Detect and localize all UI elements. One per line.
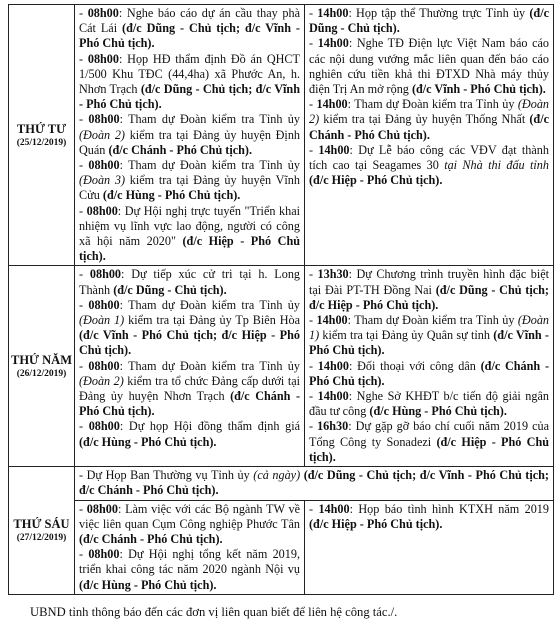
entry-leader: (đ/c Hùng - Phó Chủ tịch). xyxy=(102,188,241,203)
schedule-entry xyxy=(309,143,549,189)
schedule-entry xyxy=(309,267,549,313)
entry-dash: - xyxy=(309,97,317,112)
entry-leader: (đ/c Hiệp - Phó Chủ tịch). xyxy=(309,516,443,531)
entry-time: 16h30 xyxy=(317,419,349,434)
entry-text: : Đối thoại với công dân xyxy=(348,358,481,373)
entry-dash: - xyxy=(79,203,87,218)
day-row xyxy=(9,266,554,467)
day-name: THỨ SÁU xyxy=(13,516,70,531)
morning-cell xyxy=(75,266,305,467)
entry-text: : Họp báo tình hình KTXH năm 2019 xyxy=(349,501,549,516)
entry-dash: - xyxy=(79,297,89,312)
entry-text: : Dự Hội nghị trực tuyến "Triển khai nhiệm vụ lĩnh vực lao động, người có công xã hội năm 2020" xyxy=(79,203,301,249)
entry-dash: - xyxy=(79,51,88,66)
entry-time: 08h00 xyxy=(88,112,120,127)
schedule-entry xyxy=(79,158,300,204)
schedule-entry xyxy=(79,52,300,113)
entry-dash: - xyxy=(79,547,89,562)
entry-time: 13h30 xyxy=(317,267,349,282)
schedule-entry xyxy=(309,359,549,389)
entry-italic-note: (Đoàn 1) xyxy=(79,313,125,328)
entry-text: : Dự tiếp xúc cử tri tại h. Long Thành xyxy=(79,267,301,297)
entry-text: : Dự Hội nghị tổng kết năm 2019, triển khai công tác năm 2020 ngành Nội vụ xyxy=(79,547,301,577)
schedule-table xyxy=(8,4,554,595)
entry-text-continued: kiểm tra tổ chức Đảng cấp dưới tại Đảng ủy huyện Nhơn Trạch xyxy=(79,373,300,404)
entry-text-continued: kiểm tra tại Đảng ủy huyện Vĩnh Cửu xyxy=(79,173,300,203)
day-date: (25/12/2019) xyxy=(16,137,67,148)
entry-italic-note: (Đoàn 1) xyxy=(309,313,550,343)
entry-text: : Dự gặp gỡ báo chí cuối năm 2019 của Tổng Công ty Sonadezi xyxy=(309,419,550,449)
entry-italic-note: (Đoàn 2) xyxy=(309,97,550,127)
entry-text: : Nghe TĐ Điện lực Việt Nam báo cáo các nội dung vướng mắc liên quan đến báo cáo nghiên cứu tiền khả thi ĐTXD Nhà máy thủy điện Trị An mở rộng xyxy=(309,36,549,97)
entry-text: : Dự Lễ báo công các VĐV đạt thành tích cao tại Seagames 30 xyxy=(309,142,549,173)
entry-leader: (đ/c Hiệp - Phó Chủ tịch). xyxy=(79,234,300,264)
afternoon-cell xyxy=(305,266,554,467)
entry-leader: (đ/c Dũng - Chủ tịch; đ/c Hiệp - Phó Chủ tịch). xyxy=(309,282,549,312)
entry-italic-note: (Đoàn 2) xyxy=(79,127,125,142)
entry-text-continued: kiểm tra tại Đảng ủy Tp Biên Hòa xyxy=(124,313,301,328)
schedule-entry xyxy=(309,502,549,532)
entry-leader: (đ/c Chánh - Phó Chủ tịch). xyxy=(79,389,300,419)
entry-dash: - xyxy=(79,267,90,282)
entry-time: 14h00 xyxy=(317,389,349,404)
afternoon-cell xyxy=(305,5,554,266)
entry-dash: - xyxy=(309,313,317,328)
entry-text: : Tham dự Đoàn kiểm tra Tỉnh ủy xyxy=(347,313,518,328)
entry-text: : Tham dự Đoàn kiểm tra Tỉnh ủy xyxy=(119,358,300,373)
schedule-entry xyxy=(79,204,300,265)
entry-text: : Tham dự Đoàn kiểm tra Tỉnh ủy xyxy=(119,158,300,173)
afternoon-cell xyxy=(305,500,554,594)
entry-dash: - xyxy=(79,158,89,173)
entry-time: 08h00 xyxy=(87,6,119,20)
entry-text: - Dự Họp Ban Thường vụ Tỉnh ủy xyxy=(79,468,254,483)
entry-text: : Họp tập thể Thường trực Tỉnh ủy xyxy=(348,6,530,20)
entry-text: : Tham dự Đoàn kiểm tra Tỉnh ủy xyxy=(119,112,300,127)
entry-time: 08h00 xyxy=(87,51,119,66)
entry-leader: (đ/c Dũng - Chủ tịch; đ/c Vĩnh - Phó Chủ tịch). xyxy=(79,21,300,51)
schedule-entry xyxy=(309,389,549,419)
entry-dash: - xyxy=(309,6,318,20)
schedule-entry xyxy=(79,547,300,593)
entry-text: : Nghe Sở KHĐT b/c tiến độ giải ngân đầu tư công xyxy=(309,389,549,419)
entry-time: 14h00 xyxy=(317,36,349,51)
entry-time: 08h00 xyxy=(88,419,120,434)
entry-italic-note: tại Nhà thi đấu tỉnh xyxy=(444,158,549,173)
entry-dash: - xyxy=(309,358,318,373)
day-cell xyxy=(9,467,75,595)
schedule-entry xyxy=(79,502,300,548)
entry-leader: (đ/c Hiệp - Phó Chủ tịch). xyxy=(309,434,549,464)
entry-text-continued: kiểm tra tại Đảng ủy Quân sự tỉnh xyxy=(319,328,494,343)
entry-leader: (đ/c Vĩnh - Phó Chủ tịch). xyxy=(411,82,546,97)
entry-time: 14h00 xyxy=(316,313,348,328)
entry-dash: - xyxy=(309,501,319,516)
full-day-entry xyxy=(79,468,549,498)
entry-time: 08h00 xyxy=(88,297,120,312)
entry-leader: (đ/c Dũng - Chủ tịch). xyxy=(113,282,227,297)
entry-leader: (đ/c Hùng - Phó Chủ tịch). xyxy=(79,434,217,449)
entry-text: : Dự Chương trình truyền hình đặc biệt tại Đài PT-TH Đồng Nai xyxy=(309,267,549,297)
entry-leader: (đ/c Dũng - Chủ tịch; đ/c Vĩnh - Phó Chủ tịch). xyxy=(79,82,300,112)
entry-time: 08h00 xyxy=(86,203,118,218)
day-row-sessions xyxy=(9,500,554,594)
entry-time: 14h00 xyxy=(316,97,348,112)
entry-text: : Tham dự Đoàn kiểm tra Tỉnh ủy xyxy=(347,97,518,112)
schedule-entry xyxy=(79,6,300,52)
entry-dash: - xyxy=(79,501,87,516)
entry-text-continued: kiểm tra tại Đảng ủy huyện Định Quán xyxy=(79,127,301,157)
entry-text: : Dự họp Hội đồng thẩm định giá xyxy=(119,419,300,434)
entry-time: 08h00 xyxy=(86,501,118,516)
entry-time: 14h00 xyxy=(318,142,350,157)
day-date: (26/12/2019) xyxy=(16,368,67,379)
schedule-entry xyxy=(79,112,300,158)
entry-leader: (đ/c Chánh - Phó Chủ tịch). xyxy=(108,142,253,157)
entry-leader: (đ/c Hùng - Phó Chủ tịch). xyxy=(79,577,217,592)
entry-dash: - xyxy=(309,142,319,157)
day-cell xyxy=(9,5,75,266)
day-date: (27/12/2019) xyxy=(16,533,67,543)
schedule-page xyxy=(8,4,554,620)
entry-time: 08h00 xyxy=(88,547,120,562)
entry-dash: - xyxy=(309,389,318,404)
footer-note: UBND tỉnh thông báo đến các đơn vị liên quan biết để liên hệ công tác./. xyxy=(30,604,398,619)
morning-cell xyxy=(75,5,305,266)
entry-text-continued: kiểm tra tại Đảng ủy huyện Thống Nhất xyxy=(319,112,530,127)
entry-leader: (đ/c Vĩnh - Phó Chủ tịch). xyxy=(309,328,549,358)
entry-text: : Nghe báo cáo dự án cầu thay phà Cát Lái xyxy=(79,6,300,36)
schedule-entry xyxy=(309,419,549,465)
schedule-entry xyxy=(309,36,549,97)
entry-text: : Tham dự Đoàn kiểm tra Tỉnh ủy xyxy=(119,297,300,312)
schedule-entry xyxy=(309,6,549,36)
entry-leader: (đ/c Vĩnh - Phó Chủ tịch; đ/c Hiệp - Phó Chủ tịch). xyxy=(79,328,300,358)
entry-time: 08h00 xyxy=(89,267,122,282)
entry-italic-note: (Đoàn 3) xyxy=(79,173,126,188)
entry-text: : Họp HĐ thẩm định Đồ án QHCT 1/500 Khu TĐC (44,4ha) xã Phước An, h. Nhơn Trạch xyxy=(79,51,301,97)
day-cell xyxy=(9,266,75,467)
entry-time: 14h00 xyxy=(317,6,349,20)
entry-dash: - xyxy=(79,358,89,373)
entry-dash: - xyxy=(79,6,88,20)
entry-italic-note: (cả ngày) xyxy=(253,468,301,483)
entry-leader: (đ/c Dũng - Chủ tịch). xyxy=(309,6,549,36)
entry-italic-note: (Đoàn 2) xyxy=(79,373,124,388)
entry-time: 08h00 xyxy=(88,358,120,373)
schedule-entry xyxy=(79,298,300,359)
entry-leader: (đ/c Chánh - Phó Chủ tịch). xyxy=(79,531,223,546)
day-name: THỨ TƯ xyxy=(16,121,67,136)
entry-time: 08h00 xyxy=(88,158,120,173)
entry-leader: (đ/c Hùng - Phó Chủ tịch). xyxy=(369,404,507,419)
full-day-cell xyxy=(75,467,554,500)
schedule-entry xyxy=(309,97,549,143)
schedule-entry xyxy=(79,267,300,297)
day-name: THỨ NĂM xyxy=(11,352,72,367)
entry-leader: (đ/c Dũng - Chủ tịch; đ/c Vĩnh - Phó Chủ tịch; đ/c Chánh - Phó Chủ tịch). xyxy=(79,468,549,498)
entry-dash: - xyxy=(309,419,318,434)
day-row xyxy=(9,467,554,500)
entry-dash: - xyxy=(79,112,89,127)
entry-leader: (đ/c Chánh - Phó Chủ tịch). xyxy=(309,112,549,142)
entry-dash: - xyxy=(79,419,89,434)
schedule-entry xyxy=(309,313,549,359)
entry-text: : Làm việc với các Bộ ngành TW về việc liên quan Cụm Công nghiệp Phước Tân xyxy=(79,501,300,531)
schedule-entry xyxy=(79,419,300,449)
entry-time: 14h00 xyxy=(317,358,349,373)
day-row xyxy=(9,5,554,266)
morning-cell xyxy=(75,500,305,594)
schedule-entry xyxy=(79,359,300,420)
entry-dash: - xyxy=(309,36,318,51)
entry-leader: (đ/c Chánh - Phó Chủ tịch). xyxy=(309,358,549,388)
entry-leader: (đ/c Hiệp - Phó Chủ tịch). xyxy=(309,173,443,188)
entry-time: 14h00 xyxy=(318,501,350,516)
entry-dash: - xyxy=(309,267,318,282)
